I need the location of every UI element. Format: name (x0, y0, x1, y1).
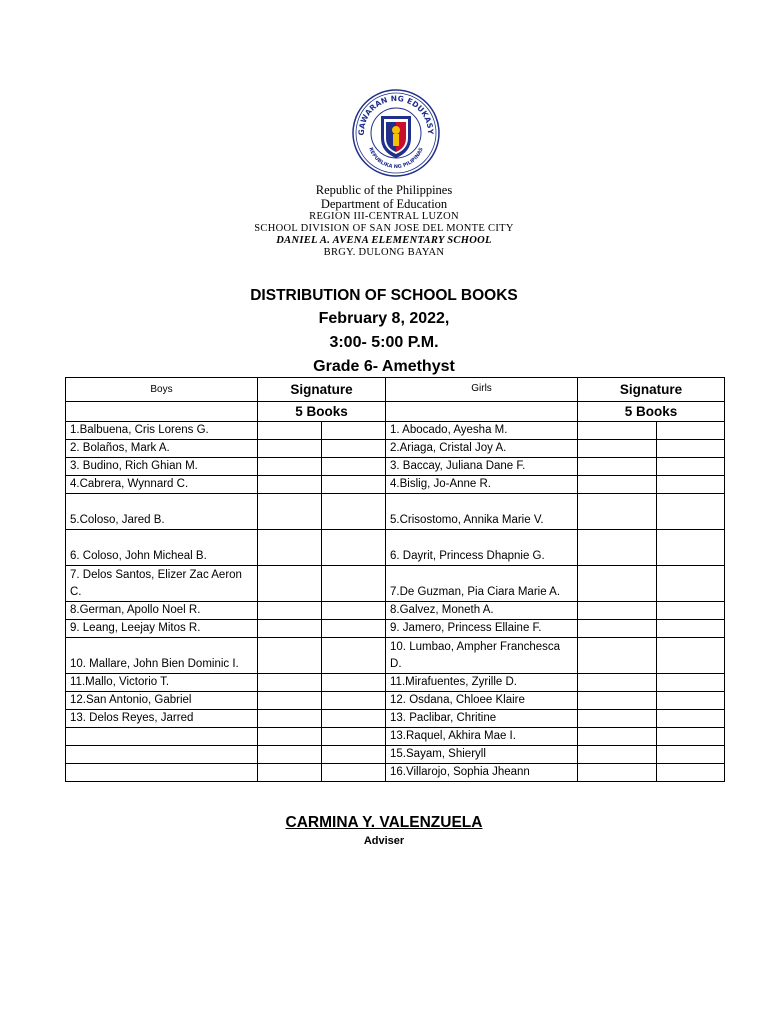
girl-signature-cell (578, 566, 657, 602)
boy-signature-cell (322, 602, 386, 620)
table-row (66, 746, 725, 764)
girls-signature-header: Signature (578, 378, 725, 402)
title-main: DISTRIBUTION OF SCHOOL BOOKS (250, 287, 518, 304)
boy-name-cell: 9. Leang, Leejay Mitos R. (66, 620, 258, 638)
table-subheader-row (66, 402, 725, 422)
girl-name-cell: 10. Lumbao, Ampher Franchesca D. (386, 638, 578, 674)
boy-name-cell: 11.Mallo, Victorio T. (66, 674, 258, 692)
girl-name-cell: 8.Galvez, Moneth A. (386, 602, 578, 620)
table-header-row (66, 378, 725, 402)
title-time: 3:00- 5:00 P.M. (329, 334, 439, 351)
boy-signature-cell (258, 692, 322, 710)
letterhead (0, 183, 768, 259)
boy-signature-cell (258, 530, 322, 566)
boy-name-cell: 7. Delos Santos, Elizer Zac Aeron C. (66, 566, 258, 602)
girl-signature-cell (657, 566, 725, 602)
header-school: DANIEL A. AVENA ELEMENTARY SCHOOL (276, 235, 492, 246)
girl-signature-cell (578, 674, 657, 692)
boy-name-cell: 12.San Antonio, Gabriel (66, 692, 258, 710)
girl-signature-cell (578, 530, 657, 566)
girl-signature-cell (578, 422, 657, 440)
girls-header: Girls (386, 378, 578, 402)
girl-signature-cell (578, 746, 657, 764)
table-row (66, 728, 725, 746)
deped-seal (346, 88, 446, 178)
seal-bottom-text: REPUBLIKA NG PILIPINAS (367, 146, 425, 171)
boy-signature-cell (322, 710, 386, 728)
boy-name-cell: 6. Coloso, John Micheal B. (66, 530, 258, 566)
table-row (66, 566, 725, 602)
boy-signature-cell (322, 638, 386, 674)
table-row (66, 638, 725, 674)
girl-signature-cell (578, 764, 657, 782)
boy-signature-cell (258, 458, 322, 476)
girl-name-cell: 3. Baccay, Juliana Dane F. (386, 458, 578, 476)
title-section: Grade 6- Amethyst (313, 358, 455, 375)
boy-name-cell: 10. Mallare, John Bien Dominic I. (66, 638, 258, 674)
girl-name-cell: 5.Crisostomo, Annika Marie V. (386, 494, 578, 530)
girl-signature-cell (578, 692, 657, 710)
girl-signature-cell (578, 440, 657, 458)
girl-name-cell: 4.Bislig, Jo-Anne R. (386, 476, 578, 494)
boy-signature-cell (322, 566, 386, 602)
girl-signature-cell (657, 422, 725, 440)
table-row (66, 494, 725, 530)
adviser-role: Adviser (363, 835, 405, 847)
girl-signature-cell (578, 638, 657, 674)
table-row (66, 476, 725, 494)
girl-signature-cell (578, 710, 657, 728)
table-row (66, 602, 725, 620)
girl-signature-cell (578, 728, 657, 746)
header-division: SCHOOL DIVISION OF SAN JOSE DEL MONTE CITY (254, 223, 514, 234)
girl-name-cell: 7.De Guzman, Pia Ciara Marie A. (386, 566, 578, 602)
boys-signature-header: Signature (258, 378, 386, 402)
boy-name-cell (66, 746, 258, 764)
header-republic: Republic of the Philippines (315, 183, 453, 197)
boy-signature-cell (258, 494, 322, 530)
girl-signature-cell (657, 638, 725, 674)
boy-signature-cell (322, 476, 386, 494)
boy-signature-cell (322, 728, 386, 746)
table-row (66, 620, 725, 638)
empty-cell (386, 402, 578, 422)
boy-signature-cell (322, 530, 386, 566)
girl-signature-cell (657, 494, 725, 530)
boy-name-cell: 13. Delos Reyes, Jarred (66, 710, 258, 728)
girl-signature-cell (578, 620, 657, 638)
adviser-block (0, 812, 768, 848)
boy-name-cell: 8.German, Apollo Noel R. (66, 602, 258, 620)
girl-name-cell: 15.Sayam, Shieryll (386, 746, 578, 764)
boy-signature-cell (322, 746, 386, 764)
boy-signature-cell (258, 728, 322, 746)
header-region: REGION III-CENTRAL LUZON (309, 211, 459, 222)
boy-signature-cell (258, 440, 322, 458)
boy-name-cell: 1.Balbuena, Cris Lorens G. (66, 422, 258, 440)
girl-signature-cell (657, 674, 725, 692)
girl-name-cell: 2.Ariaga, Cristal Joy A. (386, 440, 578, 458)
girl-name-cell: 13. Paclibar, Chritine (386, 710, 578, 728)
girl-signature-cell (657, 710, 725, 728)
girl-signature-cell (578, 476, 657, 494)
boy-name-cell: 3. Budino, Rich Ghian M. (66, 458, 258, 476)
boys-header: Boys (66, 378, 258, 402)
girl-name-cell: 13.Raquel, Akhira Mae I. (386, 728, 578, 746)
girl-signature-cell (657, 440, 725, 458)
table-row (66, 710, 725, 728)
boy-signature-cell (258, 674, 322, 692)
girl-signature-cell (578, 494, 657, 530)
girl-name-cell: 12. Osdana, Chloee Klaire (386, 692, 578, 710)
boy-signature-cell (258, 422, 322, 440)
boy-signature-cell (258, 566, 322, 602)
table-row (66, 440, 725, 458)
table-row (66, 692, 725, 710)
girl-name-cell: 6. Dayrit, Princess Dhapnie G. (386, 530, 578, 566)
girl-signature-cell (657, 692, 725, 710)
header-barangay: BRGY. DULONG BAYAN (323, 247, 445, 258)
girl-signature-cell (578, 602, 657, 620)
boy-signature-cell (258, 746, 322, 764)
girl-signature-cell (657, 728, 725, 746)
boy-signature-cell (322, 458, 386, 476)
table-row (66, 674, 725, 692)
girl-name-cell: 11.Mirafuentes, Zyrille D. (386, 674, 578, 692)
girls-books-header: 5 Books (578, 402, 725, 422)
boy-signature-cell (258, 620, 322, 638)
boy-signature-cell (322, 422, 386, 440)
adviser-name: CARMINA Y. VALENZUELA (285, 814, 483, 831)
table-row (66, 530, 725, 566)
girl-name-cell: 9. Jamero, Princess Ellaine F. (386, 620, 578, 638)
boy-signature-cell (258, 602, 322, 620)
boy-signature-cell (322, 440, 386, 458)
girl-signature-cell (578, 458, 657, 476)
boy-signature-cell (322, 674, 386, 692)
girl-signature-cell (657, 602, 725, 620)
girl-name-cell: 16.Villarojo, Sophia Jheann (386, 764, 578, 782)
girl-signature-cell (657, 476, 725, 494)
seal-top-text: GAWARAN NG EDUKASY (356, 93, 436, 136)
boy-signature-cell (258, 476, 322, 494)
document-title (0, 285, 768, 379)
table-row (66, 458, 725, 476)
boy-name-cell: 5.Coloso, Jared B. (66, 494, 258, 530)
girl-name-cell: 1. Abocado, Ayesha M. (386, 422, 578, 440)
girl-signature-cell (657, 458, 725, 476)
title-date: February 8, 2022, (318, 310, 450, 327)
boy-signature-cell (258, 710, 322, 728)
girl-signature-cell (657, 764, 725, 782)
boy-signature-cell (258, 638, 322, 674)
header-department: Department of Education (320, 197, 448, 211)
boy-name-cell: 4.Cabrera, Wynnard C. (66, 476, 258, 494)
boy-name-cell (66, 764, 258, 782)
boy-signature-cell (258, 764, 322, 782)
girl-signature-cell (657, 620, 725, 638)
girl-signature-cell (657, 746, 725, 764)
boy-signature-cell (322, 764, 386, 782)
boy-name-cell: 2. Bolaños, Mark A. (66, 440, 258, 458)
table-row (66, 422, 725, 440)
table-row (66, 764, 725, 782)
boys-books-header: 5 Books (258, 402, 386, 422)
empty-cell (66, 402, 258, 422)
boy-signature-cell (322, 620, 386, 638)
distribution-table (65, 377, 725, 782)
boy-signature-cell (322, 494, 386, 530)
girl-signature-cell (657, 530, 725, 566)
boy-signature-cell (322, 692, 386, 710)
boy-name-cell (66, 728, 258, 746)
